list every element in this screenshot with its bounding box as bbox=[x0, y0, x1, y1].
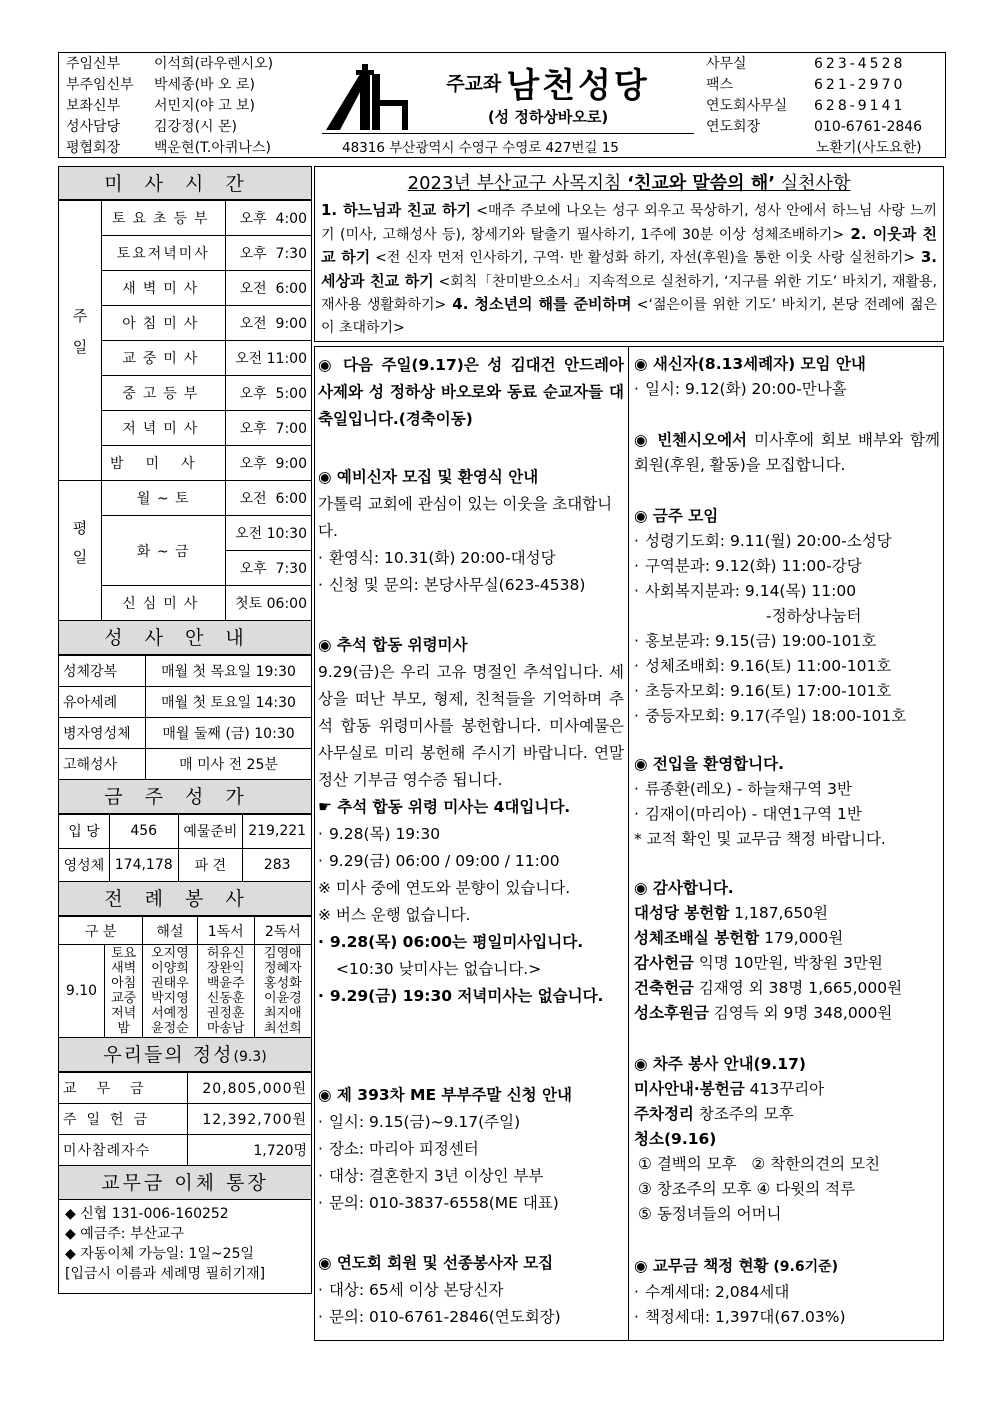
mass-name: 저녁미사 bbox=[102, 411, 226, 446]
sacrament-title: 성사안내 bbox=[58, 621, 312, 655]
contact-row: 연도회장 010-6761-2846 bbox=[706, 119, 923, 135]
sacrament-value: 매월 첫 목요일 19:30 bbox=[146, 656, 312, 687]
hymn-number: 219,221 bbox=[243, 815, 312, 849]
mass-name: 화 ~ 금 bbox=[102, 516, 226, 586]
mass-time: 오후 7:00 bbox=[225, 411, 311, 446]
column-divider bbox=[628, 346, 629, 1341]
liturgy-title: 전례봉사 bbox=[58, 882, 312, 916]
mass-name: 월 ~ 토 bbox=[102, 481, 226, 516]
offering-name: 미사참례자수 bbox=[59, 1135, 188, 1166]
liturgy-reading1: 허유신 장완익 백윤주 신동훈 권정훈 마송남 bbox=[197, 945, 254, 1038]
mass-time: 오후 5:00 bbox=[225, 376, 311, 411]
contact-row: 사무실 623-4528 bbox=[706, 56, 906, 72]
hymn-label: 영성체 bbox=[59, 848, 110, 882]
hymn-number: 456 bbox=[109, 815, 178, 849]
mass-name: 토요초등부 bbox=[102, 201, 226, 236]
contact-row: 연도회사무실 628-9141 bbox=[706, 98, 906, 114]
liturgy-masses: 토요 새벽 아침 교중 저녁 밤 bbox=[105, 945, 143, 1038]
hymn-title: 금주성가 bbox=[58, 780, 312, 814]
sacrament-value: 매월 둘째 (금) 10:30 bbox=[146, 718, 312, 749]
church-patron: (성 정하상바오로) bbox=[487, 108, 609, 126]
liturgy-commentary: 오지영 이양희 권태우 박지영 서예정 윤정순 bbox=[143, 945, 197, 1038]
pastoral-title: 2023년 부산교구 사목지침 ‘친교와 말씀의 해’ 실천사항 bbox=[407, 173, 851, 194]
mass-name: 신심미사 bbox=[102, 586, 226, 621]
contact-row: 팩스 621-2970 bbox=[706, 77, 906, 93]
liturgy-date: 9.10 bbox=[59, 945, 105, 1038]
staff-list bbox=[66, 54, 273, 159]
pastoral-box bbox=[314, 166, 944, 342]
hymn-number: 174,178 bbox=[109, 848, 178, 882]
mass-time: 오전 9:00 bbox=[225, 306, 311, 341]
account-box: ◆ 신협 131-006-160252 ◆ 예금주: 부산교구 ◆ 자동이체 가능일: 1일~25일 [입금시 이름과 세례명 필히기재] bbox=[58, 1200, 312, 1294]
sacrament-value: 매월 첫 토요일 14:30 bbox=[146, 687, 312, 718]
hymn-label: 파 견 bbox=[178, 848, 243, 882]
sacrament-name: 성체강복 bbox=[59, 656, 146, 687]
notice-next-week: ◉ 차주 봉사 안내(9.17) 미사안내·봉헌금 413꾸리아 주차정리 창조주의 모후 청소(9.16) ① 결백의 모후 ② 착한의견의 모친 ③ 창조주의 모후 ④ 다윗의 적루 ⑤ 동정녀들의 어머니 bbox=[634, 1055, 880, 1223]
church-logo-icon bbox=[322, 60, 412, 132]
pastoral-text: 1. 하느님과 친교 하기 <매주 주보에 나오는 성구 외우고 묵상하기, 성사 안에서 하느님 사랑 느끼기 (미사, 고해성사 등), 창세기와 탈출기 필사하기, 1주에 30분 이상 성체조배하기> 2. 이웃과 친교 하기 <전 신자 먼저 인사하기, 구역· 반 활성화 하기, 자선(후원)을 통한 이웃 사랑 실천하기> 3. 세상과 친교 하기 <회칙「찬미받으소서」지속적으로 실천하기, ‘지구를 위한 기도’ 바치기, 재활용, 재사용 생활화하기> 4. 청소년의 해를 준비하며 <‘젊은이를 위한 기도’ 바치기, 본당 전례에 젊은이 초대하기> bbox=[321, 201, 937, 336]
church-name: 남천성당 bbox=[506, 66, 650, 106]
hymn-table bbox=[58, 814, 312, 882]
mass-time: 오후 7:30 bbox=[225, 551, 311, 586]
notice-new-believers: ◉ 새신자(8.13세례자) 모임 안내 · 일시: 9.12(화) 20:00-만나홀 bbox=[634, 352, 940, 402]
mass-times-table bbox=[58, 200, 312, 621]
mass-name: 토요저녁미사 bbox=[102, 236, 226, 271]
offering-name: 교무금 bbox=[59, 1073, 188, 1104]
address-divider bbox=[322, 133, 694, 134]
mass-times-title: 미사시간 bbox=[58, 166, 312, 200]
offering-table bbox=[58, 1072, 312, 1166]
weekday-label: 평일 bbox=[59, 481, 102, 621]
mass-time: 첫토 06:00 bbox=[225, 586, 311, 621]
offering-value: 12,392,700원 bbox=[188, 1104, 312, 1135]
staff-row: 평협회장 백운현(T.아퀴나스) bbox=[66, 140, 271, 156]
liturgy-header: 해설 bbox=[143, 917, 197, 945]
left-column bbox=[58, 166, 312, 1294]
account-title: 교무금 이체 통장 bbox=[58, 1166, 312, 1200]
staff-row: 성사담당 김강정(시 몬) bbox=[66, 119, 237, 135]
offering-title: 우리들의 정성(9.3) bbox=[58, 1038, 312, 1072]
notice-transfer: ◉ 전입을 환영합니다. · 류종환(레오) - 하늘채구역 3반 · 김재이(마리아) - 대연1구역 1반 * 교적 확인 및 교무금 책정 바랍니다. bbox=[634, 752, 940, 852]
liturgy-header: 1독서 bbox=[197, 917, 254, 945]
notice-chuseok: ◉ 추석 합동 위령미사 9.29(금)은 우리 고유 명절인 추석입니다. 세상을 떠난 부모, 형제, 친척들을 기억하며 추석 합동 위령미사를 봉헌합니다. 미사예물은 사무실로 미리 봉헌해 주시기 바랍니다. 연말정산 기부금 영수증 됩니다. ☛ 추석 합동 위령 미사는 4대입니다. · 9.28(목) 19:30 · 9.29(금) 06:00 / 09:00 / 11:00 ※ 미사 중에 연도와 분향이 있습니다. ※ 버스 운행 없습니다. · 9.28(목) 06:00는 평일미사입니다. <10:30 낮미사는 없습니다.> · 9.29(금) 19:30 저녁미사는 없습니다. bbox=[318, 632, 624, 1010]
notice-me-weekend: ◉ 제 393차 ME 부부주말 신청 안내 · 일시: 9.15(금)~9.17(주일) · 장소: 마리아 피정센터 · 대상: 결혼한지 3년 이상인 부부 · 문의: 010-3837-6558(ME 대표) bbox=[318, 1082, 624, 1217]
notice-tithe: ◉ 교무금 책정 현황 (9.6기준) · 수계세대: 2,084세대 · 책정세대: 1,397대(67.03%) bbox=[634, 1254, 940, 1330]
mass-name: 교중미사 bbox=[102, 341, 226, 376]
sacrament-name: 유아세례 bbox=[59, 687, 146, 718]
mass-time: 오전 11:00 bbox=[225, 341, 311, 376]
liturgy-header: 2독서 bbox=[254, 917, 311, 945]
notice-thanks: ◉ 감사합니다. 대성당 봉헌함 1,187,650원 성체조배실 봉헌함 179,000원 감사헌금 익명 10만원, 박창원 3만원 건축헌금 김재영 외 38명 1,665,000원 성소후원금 김영득 외 9명 348,000원 bbox=[634, 879, 903, 1022]
association-chair: 노환기(사도요한) bbox=[816, 140, 922, 156]
mass-name: 밤미사 bbox=[102, 446, 226, 481]
staff-row: 보좌신부 서민지(야 고 보) bbox=[66, 98, 255, 114]
liturgy-header: 구 분 bbox=[59, 917, 143, 945]
notice-meetings: ◉ 금주 모임 · 성령기도회: 9.11(월) 20:00-소성당 · 구역분과: 9.12(화) 11:00-강당 · 사회복지분과: 9.14(목) 11:00 -정하상나눔터 · 홍보분과: 9.15(금) 19:00-101호 · 성체조배회: 9.16(토) 11:00-101호 · 초등자모회: 9.16(토) 17:00-101호 · 중등자모회: 9.17(주일) 18:00-101호 bbox=[634, 504, 940, 729]
hymn-label: 예물준비 bbox=[178, 815, 243, 849]
sacrament-table bbox=[58, 655, 312, 780]
mass-time: 오전 6:00 bbox=[225, 271, 311, 306]
offering-value: 1,720명 bbox=[188, 1135, 312, 1166]
sacrament-name: 병자영성체 bbox=[59, 718, 146, 749]
offering-name: 주일헌금 bbox=[59, 1104, 188, 1135]
contact-list bbox=[706, 54, 922, 138]
mass-time: 오후 4:00 bbox=[225, 201, 311, 236]
notice-vincent: ◉ 빈첸시오에서 미사후에 회보 배부와 함께 회원(후원, 활동)을 모집합니다. bbox=[634, 431, 940, 474]
mass-time: 오후 9:00 bbox=[225, 446, 311, 481]
offering-value: 20,805,000원 bbox=[188, 1073, 312, 1104]
church-address: 48316 부산광역시 수영구 수영로 427번길 15 bbox=[342, 140, 619, 156]
notice-catechumen: ◉ 예비신자 모집 및 환영식 안내 가톨릭 교회에 관심이 있는 이웃을 초대합니다. · 환영식: 10.31(화) 20:00-대성당 · 신청 및 문의: 본당사무실(623-4538) bbox=[318, 464, 624, 599]
hymn-number: 283 bbox=[243, 848, 312, 882]
mass-time: 오전 10:30 bbox=[225, 516, 311, 551]
church-title bbox=[418, 58, 678, 107]
notice-feast: ◉ 다음 주일(9.17)은 성 김대건 안드레아 사제와 성 정하상 바오로와 동료 순교자들 대축일입니다.(경축이동) bbox=[318, 356, 624, 428]
sacrament-name: 고해성사 bbox=[59, 749, 146, 780]
sunday-label: 주일 bbox=[59, 201, 102, 481]
staff-row: 부주임신부 박세종(바 오 로) bbox=[66, 77, 255, 93]
mass-name: 새벽미사 bbox=[102, 271, 226, 306]
mass-name: 아침미사 bbox=[102, 306, 226, 341]
mass-time: 오후 7:30 bbox=[225, 236, 311, 271]
hymn-label: 입 당 bbox=[59, 815, 110, 849]
mass-time: 오전 6:00 bbox=[225, 481, 311, 516]
mass-name: 중고등부 bbox=[102, 376, 226, 411]
liturgy-reading2: 김영애 정혜자 홍성화 이윤경 최지애 최선희 bbox=[254, 945, 311, 1038]
staff-row: 주임신부 이석희(라우렌시오) bbox=[66, 56, 274, 72]
liturgy-table bbox=[58, 916, 312, 1038]
church-prefix: 주교좌 bbox=[446, 73, 502, 95]
notice-yeondo: ◉ 연도회 회원 및 선종봉사자 모집 · 대상: 65세 이상 본당신자 · 문의: 010-6761-2846(연도회장) bbox=[318, 1250, 624, 1331]
sacrament-value: 매 미사 전 25분 bbox=[146, 749, 312, 780]
